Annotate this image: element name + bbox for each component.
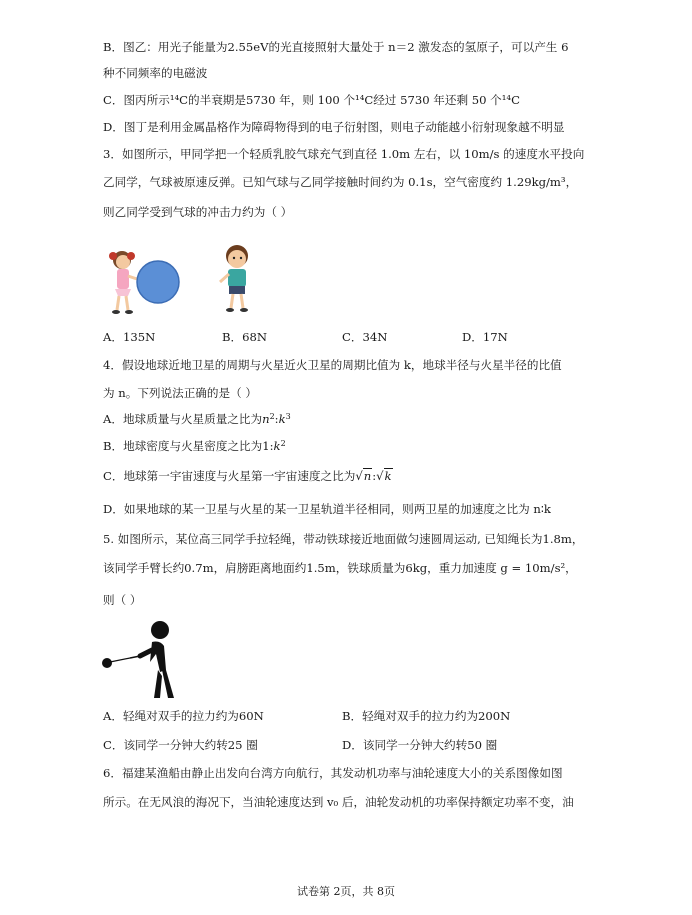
q5-figure-hammer-thrower bbox=[100, 618, 180, 703]
q3-option-d: D．17N bbox=[462, 330, 508, 344]
q2-option-b-line2: 种不同频率的电磁波 bbox=[103, 66, 208, 80]
q3-option-b: B．68N bbox=[222, 330, 268, 344]
balloon bbox=[137, 261, 179, 303]
q4-option-b bbox=[103, 441, 286, 453]
q6-stem-line2: 所示。在无风浪的海况下，当油轮速度达到 v₀ 后，油轮发动机的功率保持额定功率不变，油 bbox=[103, 795, 574, 809]
q3-stem-line3: 则乙同学受到气球的冲击力约为（ ） bbox=[103, 205, 293, 219]
iron-ball bbox=[102, 658, 112, 668]
q5-option-b: B．轻绳对双手的拉力约为200N bbox=[342, 709, 511, 723]
q5-stem-line2: 该同学手臂长约0.7m，肩膀距离地面约1.5m，铁球质量为6kg，重力加速度 g = 10m/s²， bbox=[103, 561, 577, 575]
q3-stem-line2: 乙同学，气球被原速反弹。已知气球与乙同学接触时间约为 0.1s，空气密度约 1.29kg/m³， bbox=[103, 175, 578, 189]
q5-stem-line1: 5. 如图所示，某位高三同学手拉轻绳，带动铁球接近地面做匀速圆周运动, 已知绳长为1.8m， bbox=[103, 532, 584, 546]
q3-option-c: C．34N bbox=[342, 330, 388, 344]
q5-stem-line3: 则（ ） bbox=[103, 593, 142, 607]
q5-option-a: A．轻绳对双手的拉力约为60N bbox=[103, 709, 264, 723]
q4-stem-line1: 4．假设地球近地卫星的周期与火星近火卫星的周期比值为 k，地球半径与火星半径的比值 bbox=[103, 358, 562, 372]
q3-stem-line1: 3．如图所示，甲同学把一个轻质乳胶气球充气到直径 1.0m 左右，以 10m/s 的速度水平投向 bbox=[103, 147, 585, 161]
girl-figure bbox=[109, 251, 140, 314]
q2-option-b-line1: B．图乙：用光子能量为2.55eV的光直接照射大量处于 n＝2 激发态的氢原子，可以产生 6 bbox=[103, 40, 569, 54]
q4-stem-line2: 为 n。下列说法正确的是（ ） bbox=[103, 386, 257, 400]
q2-option-d: D．图丁是利用金属晶格作为障碍物得到的电子衍射图，则电子动能越小衍射现象越不明显 bbox=[103, 120, 565, 134]
q4-option-c-text: C．地球第一宇宙速度与火星第一宇宙速度之比为 bbox=[103, 469, 356, 483]
q2-option-c: C．图丙所示¹⁴C的半衰期是5730 年，则 100 个¹⁴C经过 5730 年还剩 50 个¹⁴C bbox=[103, 93, 520, 107]
q5-option-c: C．该同学一分钟大约转25 圈 bbox=[103, 738, 258, 752]
q4-option-c bbox=[103, 471, 393, 483]
q3-figure-students-balloon bbox=[102, 238, 262, 318]
page-footer: 试卷第 2页，共 8页 bbox=[297, 885, 395, 898]
q4-option-b-text: B．地球密度与火星密度之比为 bbox=[103, 439, 263, 453]
q4-option-a bbox=[103, 414, 291, 426]
q5-option-d: D．该同学一分钟大约转50 圈 bbox=[342, 738, 498, 752]
q4-option-b-formula: $1:k^2$ bbox=[262, 439, 286, 453]
q3-option-a: A．135N bbox=[103, 330, 156, 344]
q4-option-a-formula: $n^2:k^3$ bbox=[262, 412, 291, 426]
q4-option-d: D．如果地球的某一卫星与火星的某一卫星轨道半径相同，则两卫星的加速度之比为 n∶k bbox=[103, 502, 551, 516]
q4-option-a-text: A．地球质量与火星质量之比为 bbox=[103, 412, 263, 426]
q4-option-c-formula: √n:√k bbox=[355, 469, 392, 483]
q6-stem-line1: 6．福建某渔船由静止出发向台湾方向航行，其发动机功率与油轮速度大小的关系图像如图 bbox=[103, 766, 563, 780]
boy-figure bbox=[220, 245, 248, 312]
